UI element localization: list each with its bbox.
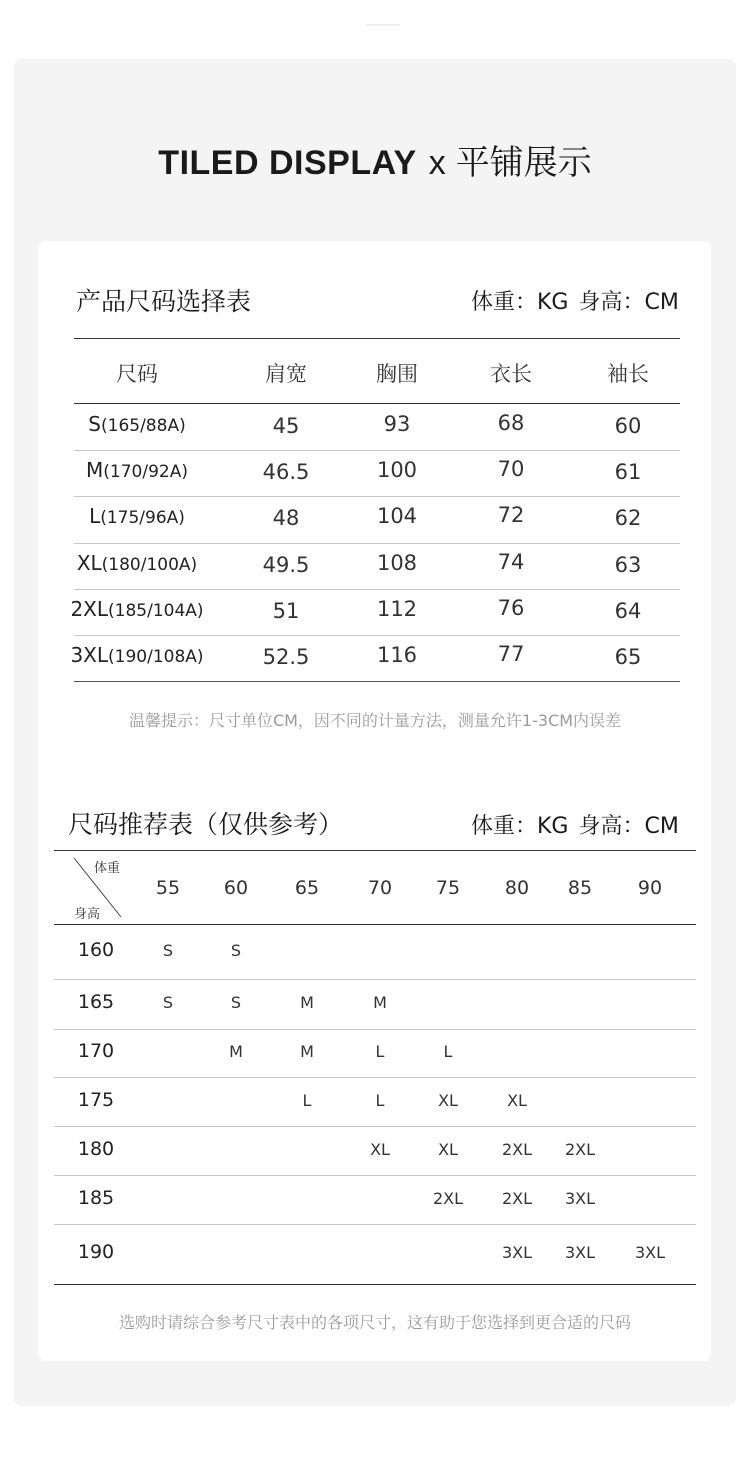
weight-header: 75 xyxy=(435,877,461,899)
size-table-size-cell xyxy=(67,504,207,528)
recommend-table-unit-height: 身高：CM xyxy=(578,814,679,839)
size-table-cell: 46.5 xyxy=(262,460,310,485)
size-table-title: 产品尺码选择表 xyxy=(76,287,252,316)
size-table-size-cell xyxy=(67,458,207,482)
recommend-table-row-divider xyxy=(54,1224,696,1225)
size-table-header: 胸围 xyxy=(376,362,418,386)
recommend-size-cell: 3XL xyxy=(634,1243,666,1262)
recommend-table-units xyxy=(471,812,679,842)
recommend-size-cell: XL xyxy=(507,1090,527,1110)
page-title xyxy=(0,140,750,186)
size-table-cell: 93 xyxy=(383,412,411,436)
recommend-size-cell: S xyxy=(230,993,242,1012)
height-label: 180 xyxy=(77,1137,115,1160)
size-table-cell: 61 xyxy=(614,460,642,485)
size-label: 2XL xyxy=(70,596,109,621)
size-table-size-cell xyxy=(67,412,207,436)
size-table-header: 肩宽 xyxy=(265,362,307,386)
size-table-unit-height: 身高：CM xyxy=(578,290,679,315)
size-table-cell: 45 xyxy=(272,414,300,438)
recommend-size-cell: L xyxy=(302,1090,312,1110)
size-table-cell: 68 xyxy=(497,411,525,435)
height-label: 170 xyxy=(77,1040,115,1062)
height-label: 165 xyxy=(77,991,115,1013)
size-table-cell: 70 xyxy=(497,457,525,482)
weight-header: 60 xyxy=(223,877,249,899)
size-table-note: 温馨提示：尺寸单位CM，因不同的计量方法，测量允许1-3CM内误差 xyxy=(128,711,622,730)
size-table-cell: 62 xyxy=(614,506,642,531)
weight-header: 85 xyxy=(567,877,593,899)
size-label: S xyxy=(88,412,101,436)
size-table-row-divider xyxy=(74,635,680,636)
size-table-bottom-rule xyxy=(74,681,680,682)
size-spec: (165/88A) xyxy=(101,416,186,436)
size-table-cell: 65 xyxy=(614,645,642,669)
height-label: 175 xyxy=(77,1088,115,1111)
weight-header: 70 xyxy=(367,877,393,899)
top-divider xyxy=(366,24,400,26)
recommend-size-cell: 3XL xyxy=(501,1243,533,1262)
size-table-cell: 48 xyxy=(272,506,300,531)
size-table-cell: 76 xyxy=(497,595,525,620)
size-label: L xyxy=(89,504,101,529)
size-spec: (185/104A) xyxy=(108,600,204,621)
size-table-cell: 74 xyxy=(497,549,525,574)
size-table-cell: 108 xyxy=(376,550,418,575)
recommend-size-cell: 2XL xyxy=(501,1139,533,1159)
recommend-size-cell: S xyxy=(230,941,242,960)
height-label: 190 xyxy=(77,1241,115,1263)
height-label: 185 xyxy=(77,1186,115,1209)
recommend-table-top-rule xyxy=(54,850,696,851)
page-title-en: TILED DISPLAY xyxy=(158,144,417,182)
size-label: M xyxy=(86,458,104,483)
recommend-size-cell: XL xyxy=(438,1090,458,1110)
recommend-size-cell: 2XL xyxy=(501,1188,533,1208)
weight-header: 80 xyxy=(504,877,530,899)
recommend-size-cell: L xyxy=(375,1090,385,1110)
size-spec: (175/96A) xyxy=(100,508,185,529)
size-table-cell: 100 xyxy=(376,458,418,483)
recommend-table-note: 选购时请综合参考尺寸表中的各项尺寸，这有助于您选择到更合适的尺码 xyxy=(118,1313,631,1332)
size-table-cell: 49.5 xyxy=(262,552,310,577)
recommend-table-row-divider xyxy=(54,979,696,980)
size-table-header: 尺码 xyxy=(116,362,158,386)
recommend-size-cell: 2XL xyxy=(432,1188,464,1208)
size-spec: (190/108A) xyxy=(108,647,204,667)
size-table-cell: 77 xyxy=(497,642,525,666)
size-table-units xyxy=(471,288,679,318)
size-table-row-divider xyxy=(74,496,680,497)
recommend-size-cell: L xyxy=(443,1042,453,1061)
recommend-table-title: 尺码推荐表（仅供参考） xyxy=(68,810,344,839)
size-table-cell: 51 xyxy=(272,598,300,623)
recommend-size-cell: L xyxy=(375,1042,385,1061)
recommend-table-header-rule xyxy=(54,924,696,925)
size-table-cell: 112 xyxy=(376,596,418,621)
recommend-table-row-divider xyxy=(54,1126,696,1127)
recommend-size-cell: S xyxy=(162,993,174,1012)
page-title-cn: 平铺展示 xyxy=(455,143,592,183)
corner-height-label: 身高 xyxy=(74,907,101,922)
size-label: XL xyxy=(76,550,102,575)
weight-header: 90 xyxy=(637,877,663,899)
recommend-size-cell: M xyxy=(300,1042,314,1061)
page-title-x: x xyxy=(428,144,446,182)
recommend-size-cell: 2XL xyxy=(564,1139,596,1159)
recommend-table-unit-weight: 体重：KG xyxy=(471,814,569,839)
size-table-row-divider xyxy=(74,450,680,451)
size-table-row-divider xyxy=(74,589,680,590)
weight-header: 55 xyxy=(155,877,181,899)
size-table-unit-weight: 体重：KG xyxy=(471,290,569,315)
size-table-header-rule xyxy=(74,403,680,404)
size-table-cell: 104 xyxy=(376,504,418,529)
size-spec: (180/100A) xyxy=(101,554,198,575)
height-label: 160 xyxy=(77,939,115,961)
size-table-size-cell xyxy=(67,597,207,621)
recommend-size-cell: M xyxy=(373,993,387,1012)
size-table-row-divider xyxy=(74,543,680,544)
recommend-table-row-divider xyxy=(54,1029,696,1030)
size-label: 3XL xyxy=(70,643,109,667)
recommend-table-bottom-rule xyxy=(54,1284,696,1285)
weight-header: 65 xyxy=(294,877,320,899)
recommend-size-cell: 3XL xyxy=(564,1188,596,1208)
recommend-size-cell: 3XL xyxy=(564,1243,596,1262)
size-table-cell: 63 xyxy=(614,552,642,577)
recommend-size-cell: XL xyxy=(370,1139,390,1159)
size-table-header: 袖长 xyxy=(607,362,649,386)
recommend-table-row-divider xyxy=(54,1077,696,1078)
recommend-table-row-divider xyxy=(54,1175,696,1176)
recommend-size-cell: M xyxy=(229,1042,243,1061)
corner-weight-label: 体重 xyxy=(94,861,121,876)
size-table-top-rule xyxy=(74,338,680,339)
size-table-header: 衣长 xyxy=(490,362,532,386)
size-table-cell: 72 xyxy=(497,503,525,528)
size-table-cell: 60 xyxy=(614,414,642,438)
size-table-cell: 52.5 xyxy=(262,645,310,669)
size-spec: (170/92A) xyxy=(103,462,188,483)
size-table-size-cell xyxy=(67,551,207,575)
recommend-size-cell: M xyxy=(300,993,314,1012)
recommend-size-cell: S xyxy=(162,941,174,960)
size-table-cell: 64 xyxy=(614,598,642,623)
size-table-cell: 116 xyxy=(376,643,418,667)
size-table-size-cell xyxy=(67,643,207,667)
recommend-size-cell: XL xyxy=(438,1139,458,1159)
